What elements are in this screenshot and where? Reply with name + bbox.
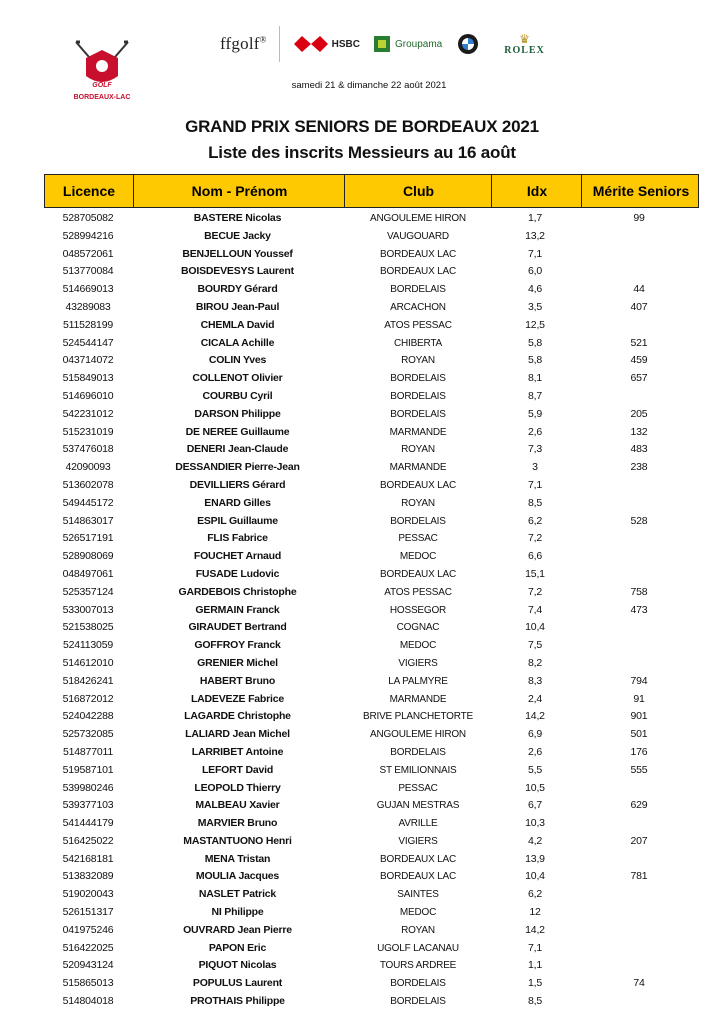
bmw-logo-icon — [458, 34, 478, 54]
idx-cell: 12,5 — [525, 318, 545, 331]
idx-cell: 7,2 — [528, 585, 542, 598]
licence-cell: 515865013 — [62, 977, 114, 990]
table-row — [44, 762, 699, 780]
table-row — [44, 263, 699, 281]
club-cell: BORDEAUX LAC — [380, 871, 456, 883]
club-cell: BORDELAIS — [390, 408, 446, 420]
merite-cell: 176 — [630, 745, 648, 758]
table-row — [44, 780, 699, 798]
licence-cell: 048497061 — [62, 567, 114, 580]
merite-cell: 207 — [630, 834, 648, 847]
ffgolf-text: ffgolf — [220, 34, 260, 53]
club-cell: TOURS ARDREE — [379, 960, 457, 972]
table-row — [44, 726, 699, 744]
idx-cell: 3 — [532, 461, 538, 474]
licence-cell: 43289083 — [65, 300, 111, 313]
idx-cell: 4,2 — [528, 834, 542, 847]
licence-cell: 514877011 — [63, 745, 113, 758]
table-header — [44, 174, 699, 208]
idx-cell: 6,7 — [528, 799, 542, 812]
licence-cell: 537476018 — [62, 443, 114, 456]
table-row — [44, 459, 699, 477]
merite-cell: 459 — [630, 354, 648, 367]
table-row — [44, 619, 699, 637]
table-row — [44, 246, 699, 264]
idx-cell: 6,2 — [528, 514, 542, 527]
club-cell: BORDELAIS — [390, 284, 446, 296]
licence-cell: 524042288 — [62, 710, 114, 723]
licence-cell: 514804018 — [62, 995, 114, 1008]
ffgolf-registered-mark: ® — [259, 34, 267, 45]
merite-cell: 44 — [633, 283, 645, 296]
idx-cell: 14,2 — [525, 923, 545, 936]
licence-cell: 524544147 — [62, 336, 114, 349]
idx-cell: 8,5 — [528, 995, 542, 1008]
licence-cell: 515231019 — [62, 425, 114, 438]
club-cell: BORDEAUX LAC — [380, 266, 456, 278]
hsbc-text: HSBC — [331, 38, 360, 50]
licence-cell: 516425022 — [62, 834, 114, 847]
idx-cell: 10,4 — [525, 870, 545, 883]
licence-cell: 516422025 — [62, 941, 114, 954]
name-cell: POPULUS Laurent — [192, 977, 283, 990]
idx-cell: 8,3 — [528, 674, 542, 687]
name-cell: FLIS Fabrice — [207, 532, 268, 545]
licence-cell: 533007013 — [62, 603, 114, 616]
merite-cell: 555 — [630, 763, 648, 776]
merite-cell: 473 — [630, 603, 648, 616]
name-cell: GARDEBOIS Christophe — [178, 585, 297, 598]
table-row — [44, 940, 699, 958]
name-cell: LEOPOLD Thierry — [194, 781, 281, 794]
event-dates-text: samedi 21 & dimanche 22 août 2021 — [291, 80, 447, 91]
idx-cell: 2,4 — [528, 692, 542, 705]
club-cell: VAUGOUARD — [387, 230, 449, 242]
table-row — [44, 904, 699, 922]
idx-cell: 8,5 — [528, 496, 542, 509]
club-cell: GUJAN MESTRAS — [376, 800, 460, 812]
licence-cell: 043714072 — [62, 354, 114, 367]
name-cell: CHEMLA David — [200, 318, 275, 331]
club-cell: VIGIERS — [398, 835, 438, 847]
merite-cell: 629 — [630, 799, 648, 812]
table-row — [44, 797, 699, 815]
club-cell: BORDEAUX LAC — [380, 568, 456, 580]
club-cell: ARCACHON — [390, 301, 446, 313]
licence-cell: 526151317 — [62, 906, 114, 919]
table-row — [44, 922, 699, 940]
table-row — [44, 352, 699, 370]
table-row — [44, 424, 699, 442]
club-cell: HOSSEGOR — [389, 604, 447, 616]
ffgolf-logo — [220, 34, 267, 54]
idx-cell: 3,5 — [528, 300, 542, 313]
table-row — [44, 210, 699, 228]
idx-cell: 8,2 — [528, 656, 542, 669]
idx-cell: 6,0 — [528, 265, 542, 278]
club-cell: BORDEAUX LAC — [380, 248, 456, 260]
name-cell: PROTHAIS Philippe — [190, 995, 285, 1008]
licence-cell: 542168181 — [62, 852, 114, 865]
club-cell: BORDELAIS — [390, 373, 446, 385]
idx-cell: 15,1 — [525, 567, 545, 580]
club-cell: BORDELAIS — [390, 390, 446, 402]
name-cell: ENARD Gilles — [204, 496, 271, 509]
club-cell: BRIVE PLANCHETORTE — [363, 711, 473, 723]
rolex-text: ROLEX — [504, 44, 545, 56]
licence-cell: 526517191 — [62, 532, 114, 545]
idx-cell: 13,9 — [525, 852, 545, 865]
licence-cell: 549445172 — [62, 496, 114, 509]
licence-cell: 514612010 — [62, 656, 114, 669]
table-row — [44, 975, 699, 993]
licence-cell: 528705082 — [62, 212, 114, 224]
licence-cell: 514863017 — [62, 514, 114, 527]
licence-cell: 041975246 — [62, 923, 114, 936]
idx-cell: 8,7 — [528, 389, 542, 402]
name-cell: BIROU Jean-Paul — [195, 300, 280, 313]
club-cell: ROYAN — [401, 355, 435, 367]
licence-cell: 518426241 — [62, 674, 114, 687]
club-cell: VIGIERS — [398, 657, 438, 669]
table-row — [44, 530, 699, 548]
name-cell: COLIN Yves — [208, 354, 267, 367]
licence-cell: 42090093 — [65, 461, 111, 474]
club-cell: COGNAC — [396, 622, 440, 634]
name-cell: BASTERE Nicolas — [193, 212, 282, 224]
idx-cell: 7,2 — [528, 532, 542, 545]
licence-cell: 524113059 — [63, 639, 113, 652]
licence-cell: 515849013 — [62, 372, 114, 385]
name-cell: DEVILLIERS Gérard — [189, 478, 286, 491]
club-cell: ANGOULEME HIRON — [370, 729, 466, 741]
name-cell: PIQUOT Nicolas — [198, 959, 277, 972]
name-cell: DE NEREE Guillaume — [185, 425, 290, 438]
club-cell: ROYAN — [401, 924, 435, 936]
club-cell: MEDOC — [399, 551, 437, 563]
name-cell: PAPON Eric — [208, 941, 267, 954]
name-cell: HABERT Bruno — [199, 674, 276, 687]
idx-cell: 1,7 — [528, 212, 542, 224]
table-row — [44, 513, 699, 531]
name-cell: MARVIER Bruno — [197, 817, 278, 830]
merite-cell: 781 — [630, 870, 648, 883]
header-idx: Idx — [491, 175, 582, 207]
club-cell: ATOS PESSAC — [384, 586, 452, 598]
hsbc-logo — [294, 36, 360, 52]
idx-cell: 7,3 — [528, 443, 542, 456]
name-cell: BOISDEVESYS Laurent — [181, 265, 294, 278]
licence-cell: 528994216 — [62, 229, 114, 242]
licence-cell: 525732085 — [62, 728, 114, 741]
idx-cell: 13,2 — [525, 229, 545, 242]
licence-cell: 516872012 — [62, 692, 114, 705]
merite-cell: 528 — [630, 514, 648, 527]
name-cell: DESSANDIER Pierre-Jean — [175, 461, 300, 474]
merite-cell: 91 — [633, 692, 645, 705]
table-row — [44, 851, 699, 869]
name-cell: LALIARD Jean Michel — [185, 728, 290, 741]
name-cell: NASLET Patrick — [198, 888, 277, 901]
header-merite-seniors: Mérite Seniors — [581, 175, 700, 207]
groupama-text: Groupama — [395, 38, 443, 50]
idx-cell: 6,9 — [528, 728, 542, 741]
licence-cell: 519587101 — [62, 763, 114, 776]
name-cell: LAGARDE Christophe — [184, 710, 291, 723]
idx-cell: 7,1 — [528, 478, 542, 491]
table-row — [44, 441, 699, 459]
table-row — [44, 993, 699, 1011]
table-row — [44, 335, 699, 353]
name-cell: FUSADE Ludovic — [195, 567, 280, 580]
licence-cell: 513770084 — [62, 265, 114, 278]
name-cell: COLLENOT Olivier — [192, 372, 283, 385]
club-cell: CHIBERTA — [393, 337, 443, 349]
club-cell: ST EMILIONNAIS — [379, 764, 457, 776]
club-cell: MEDOC — [399, 640, 437, 652]
licence-cell: 539377103 — [62, 799, 114, 812]
idx-cell: 1,5 — [528, 977, 542, 990]
merite-cell: 483 — [630, 443, 648, 456]
name-cell: FOUCHET Arnaud — [193, 550, 282, 563]
table-row — [44, 708, 699, 726]
name-cell: BENJELLOUN Youssef — [182, 247, 293, 260]
idx-cell: 7,1 — [528, 941, 542, 954]
idx-cell: 5,9 — [528, 407, 542, 420]
club-cell: SAINTES — [397, 889, 439, 901]
club-cell: ROYAN — [401, 497, 435, 509]
sponsor-divider — [279, 26, 280, 62]
club-cell: BORDEAUX LAC — [380, 479, 456, 491]
name-cell: LEFORT David — [201, 763, 274, 776]
licence-cell: 048572061 — [62, 247, 114, 260]
name-cell: LADEVEZE Fabrice — [190, 692, 285, 705]
licence-cell: 519020043 — [62, 888, 114, 901]
event-dates — [0, 80, 724, 91]
idx-cell: 7,5 — [528, 639, 542, 652]
header-club: Club — [344, 175, 492, 207]
merite-cell: 74 — [633, 977, 645, 990]
club-cell: ANGOULEME HIRON — [370, 213, 466, 224]
header-nom-prenom: Nom - Prénom — [133, 175, 345, 207]
idx-cell: 5,8 — [528, 336, 542, 349]
table-row — [44, 886, 699, 904]
table-row — [44, 815, 699, 833]
idx-cell: 2,6 — [528, 425, 542, 438]
club-logo-text: GOLF — [92, 82, 112, 89]
table-row — [44, 281, 699, 299]
club-cell: MARMANDE — [389, 426, 447, 438]
name-cell: ESPIL Guillaume — [197, 514, 278, 527]
licence-cell: 511528199 — [63, 318, 113, 331]
merite-cell: 99 — [633, 212, 645, 224]
name-cell: GOFFROY Franck — [194, 639, 281, 652]
licence-cell: 541444179 — [62, 817, 114, 830]
licence-cell: 542231012 — [62, 407, 114, 420]
rolex-logo — [504, 33, 545, 56]
idx-cell: 7,1 — [528, 247, 542, 260]
table-row — [44, 228, 699, 246]
name-cell: COURBU Cyril — [202, 389, 273, 402]
name-cell: MOULIA Jacques — [195, 870, 280, 883]
licence-cell: 514696010 — [62, 389, 114, 402]
idx-cell: 10,5 — [525, 781, 545, 794]
table-row — [44, 317, 699, 335]
table-row — [44, 388, 699, 406]
name-cell: CICALA Achille — [200, 336, 275, 349]
table-row — [44, 477, 699, 495]
merite-cell: 238 — [630, 461, 648, 474]
idx-cell: 7,4 — [528, 603, 542, 616]
club-cell: ROYAN — [401, 444, 435, 456]
club-cell: BORDELAIS — [390, 515, 446, 527]
merite-cell: 407 — [630, 300, 648, 313]
hsbc-hexagon-icon — [294, 36, 328, 52]
name-cell: BECUE Jacky — [204, 229, 271, 242]
registrants-table-body — [44, 210, 699, 1011]
table-row — [44, 548, 699, 566]
idx-cell: 5,5 — [528, 763, 542, 776]
name-cell: GIRAUDET Bertrand — [188, 621, 287, 634]
merite-cell: 132 — [630, 425, 648, 438]
club-logo-subtext: BORDEAUX-LAC — [73, 94, 131, 101]
club-cell: BORDELAIS — [390, 978, 446, 990]
name-cell: BOURDY Gérard — [197, 283, 278, 296]
header-licence: Licence — [62, 183, 116, 199]
table-row — [44, 744, 699, 762]
licence-cell: 514669013 — [62, 283, 114, 296]
club-cell: PESSAC — [398, 782, 438, 794]
table-row — [44, 691, 699, 709]
page-subtitle: Liste des inscrits Messieurs au 16 août — [208, 143, 516, 162]
table-row — [44, 370, 699, 388]
club-cell: MEDOC — [399, 907, 437, 919]
name-cell: OUVRARD Jean Pierre — [183, 923, 292, 936]
club-cell: BORDELAIS — [390, 746, 446, 758]
table-row — [44, 637, 699, 655]
name-cell: MENA Tristan — [204, 852, 271, 865]
idx-cell: 8,1 — [528, 372, 542, 385]
table-row — [44, 957, 699, 975]
idx-cell: 10,4 — [525, 621, 545, 634]
merite-cell: 501 — [630, 728, 648, 741]
page-title: GRAND PRIX SENIORS DE BORDEAUX 2021 — [185, 117, 539, 136]
idx-cell: 5,8 — [528, 354, 542, 367]
club-cell: BORDELAIS — [390, 996, 446, 1008]
idx-cell: 14,2 — [525, 710, 545, 723]
idx-cell: 10,3 — [525, 817, 545, 830]
idx-cell: 12 — [529, 906, 541, 919]
table-row — [44, 495, 699, 513]
licence-cell: 528908069 — [62, 550, 114, 563]
name-cell: MASTANTUONO Henri — [183, 834, 292, 847]
merite-cell: 901 — [630, 710, 648, 723]
idx-cell: 1,1 — [528, 959, 542, 972]
name-cell: GERMAIN Franck — [195, 603, 280, 616]
club-cell: UGOLF LACANAU — [377, 942, 459, 954]
name-cell: DENERI Jean-Claude — [186, 443, 289, 456]
club-cell: BORDEAUX LAC — [380, 853, 456, 865]
merite-cell: 657 — [630, 372, 648, 385]
club-cell: PESSAC — [398, 533, 438, 545]
merite-cell: 758 — [630, 585, 648, 598]
licence-cell: 521538025 — [62, 621, 114, 634]
licence-cell: 513602078 — [62, 478, 114, 491]
club-cell: ATOS PESSAC — [384, 319, 452, 331]
licence-cell: 520943124 — [62, 959, 114, 972]
name-cell: DARSON Philippe — [194, 407, 281, 420]
table-row — [44, 868, 699, 886]
idx-cell: 6,2 — [528, 888, 542, 901]
club-cell: MARMANDE — [389, 693, 447, 705]
table-row — [44, 584, 699, 602]
table-row — [44, 833, 699, 851]
rolex-crown-icon: ♛ — [519, 31, 530, 46]
idx-cell: 4,6 — [528, 283, 542, 296]
licence-cell: 525357124 — [62, 585, 114, 598]
club-cell: AVRILLE — [398, 818, 438, 830]
idx-cell: 2,6 — [528, 745, 542, 758]
table-row — [44, 602, 699, 620]
table-row — [44, 566, 699, 584]
idx-cell: 6,6 — [528, 550, 542, 563]
licence-cell: 539980246 — [62, 781, 114, 794]
club-cell: MARMANDE — [389, 462, 447, 474]
licence-cell: 513832089 — [62, 870, 114, 883]
name-cell: LARRIBET Antoine — [191, 745, 284, 758]
groupama-icon — [374, 36, 390, 52]
table-row — [44, 655, 699, 673]
club-cell: LA PALMYRE — [388, 675, 448, 687]
table-row — [44, 406, 699, 424]
name-cell: GRENIER Michel — [197, 656, 278, 669]
merite-cell: 205 — [630, 407, 648, 420]
table-row — [44, 299, 699, 317]
name-cell: NI Philippe — [211, 906, 264, 919]
merite-cell: 521 — [630, 336, 648, 349]
sponsor-bar — [220, 22, 545, 66]
name-cell: MALBEAU Xavier — [195, 799, 280, 812]
merite-cell: 794 — [630, 674, 648, 687]
groupama-logo — [374, 36, 442, 52]
table-row — [44, 673, 699, 691]
